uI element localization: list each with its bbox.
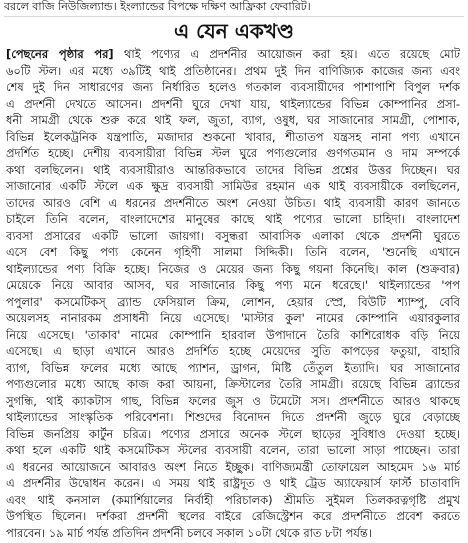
article-line: বিভিন্ন জনপ্রিয় কার্টুন চরিত্র। পণ্যের প্রসারে অনেক স্টলে ছাড়ের সুবিধাও দেওয়া হচ্ছে। (6, 426, 460, 441)
article-line: এসে বেশ কিছু পণ্য কেনেন গৃহিণী সালমা সিদ্দিকী। তিনি বলেন, 'শুনেছি এখানে (6, 245, 460, 259)
article-body (6, 46, 460, 541)
article-line: এসেছে। এ ছাড়া এখানে আরও প্রদর্শিত হচ্ছে মেয়েদের সুতি কাপড়ের ফতুয়া, বাহারি (6, 344, 460, 358)
article-line: পণ্যগুলোর মধ্যে আছে কাজ করা আয়না, ক্রিস্টালের তৈরি সামগ্রী। রয়েছে বিভিন্ন ব্র্যান্ডের (6, 377, 460, 391)
article-line: অয়েলসহ নানারকম প্রসাধনী নিয়ে এসেছে। 'মাস্টার কুল' নামের কোম্পানি এয়ারকুলার (6, 311, 460, 325)
article-line: থাইল্যান্ডের সাংস্কৃতিক পরিবেশনা। শিশুদের বিনোদন দিতে প্রদর্শনী জুড়ে ঘুরে বেড়াচ্ছে (6, 410, 460, 424)
article-headline: এ যেন একখণ্ড (173, 19, 294, 43)
previous-column-text: বরলে বাজি নিউজিল্যান্ড। ইংল্যান্ডের বিপক্ষে দক্ষিণ আফ্রিকা ফেবারিট। (4, 0, 464, 17)
article-line: প্রদর্শিত হচ্ছে। দেশীয় ব্যবসায়ীরা বিভিন্ন স্টল ঘুরে পণ্যগুলোর গুণগতমান ও দাম সম্পর্কে (6, 146, 460, 160)
article-line: এবং থাই কনসাল (কমার্শিয়ালের নির্বাহী পরিচালক) শ্রীমতি সুইমল তিলকরত্নগৃষ্টি প্রমুখ (6, 492, 460, 507)
article-lead-tag: [পেছনের পৃষ্ঠার পর] (6, 47, 114, 61)
article-line: এ প্রদর্শনীর উদ্বোধন করেন। এ সময় থাই রাষ্ট্রদূত ও থাই ট্রেড অ্যাফেয়ার্স ফার্স্ট চাতাবাদি (6, 476, 460, 490)
article-line: থাইল্যান্ডের পণ্য বিক্রি হচ্ছে। নিজের ও মেয়ের জন্য কিছু গয়না কিনেছি। কাল (শুক্রবার) (6, 261, 460, 276)
article-line: উপস্থিত ছিলেন। দর্শকরা প্রদর্শনী স্থলের বাইরে রেজিস্ট্রেশন করে প্রদর্শনীতে প্রবেশ করতে (6, 509, 460, 523)
article-line: মেয়েকে নিয়ে আবার আসব, ঘর সাজানোর কিছু পণ্য মনে ধরেছে।' থাইল্যান্ডের 'পপ (6, 278, 460, 292)
article-line: ৬০টি স্টল। এর মধ্যে ৩৯টিই থাই প্রতিষ্ঠানের। প্রথম দুই দিন বাণিজ্যিক কাজের জন্য এবং (6, 63, 460, 78)
article-line: কথা বলছিলেন। থাই ব্যবসায়ীরাও আন্তরিকভাবে তাদের বিভিন্ন প্রশ্নের উত্তর দিচ্ছেন। ঘর (6, 162, 460, 177)
article-line: সাজানোর একটি স্টলে এক ক্ষুদ্র ব্যবসায়ী সামিউর রহমান এক থাই ব্যবসায়ীকে বলছিলেন, (6, 179, 460, 193)
article-line: এ ধরনের আয়োজনে আবারও অংশ নিতে ইচ্ছুক। বাণিজ্যমন্ত্রী তোফায়েল আহমেদ ১৬ মার্চ (6, 459, 460, 474)
article-line: নিয়ে এসেছে। 'তাকাব' নামের কোম্পানি হারবাল উপাদানে তৈরি কাশিরোধক বড়ি নিয়ে (6, 327, 460, 342)
article-line: এ প্রদর্শনী দেখতে আসেন। প্রদর্শনী ঘুরে দেখা যায়, থাইল্যান্ডের বিভিন্ন কোম্পানির প্রসা- (6, 96, 460, 111)
article-line: ধনী সামগ্রী থেকে শুরু করে থাই ফল, জুতা, ব্যাগ, ওষুধ, ঘর সাজানোর সামগ্রী, পোশাক, (6, 113, 460, 127)
article-line: শেষ দুই দিন সাধারণের জন্য নির্ধারিত হলেও গতকাল ব্যবসায়ীদের পাশাপাশি বিপুল দর্শক (6, 80, 460, 94)
article-line: ব্যবসা প্রসারের একটি ভালো জায়গা। বসুন্ধরা আবাসিক এলাকা থেকে প্রদর্শনী ঘুরতে (6, 228, 460, 243)
article-line (6, 46, 460, 63)
article-line: চাইলে তিনি বলেন, বাংলাদেশের মানুষের কাছে থাই পণ্যের ভালো চাহিদা। বাংলাদেশ (6, 212, 460, 226)
article-line: ব্যাগ, বিভিন্ন ফলের মধ্যে আছে প্যাশন, ড্রাগন, মিষ্টি তেঁতুল ইত্যাদি। ঘর সাজানোর (6, 360, 460, 375)
article-line-text: থাই পণ্যের এ প্রদর্শনীর আয়োজন করা হয়। এতে রয়েছে মোট (113, 47, 460, 61)
article-line: সুগন্ধি, থাই ক্যাকটাস গাছ, বিভিন্ন ফলের জুস ও টমেটো সস। প্রদর্শনীতে আরও থাকছে (6, 393, 460, 408)
article-line: বিভিন্ন ইলেকট্রনিক যন্ত্রপাতি, মজাদার শুকনো খাবার, শীতাতপ যন্ত্রসহ নানা পণ্য এখানে (6, 129, 460, 144)
article-line: তাদের আরও বেশি এ ধরনের প্রদর্শনীতে অংশ নেওয়া উচিত। থাই ব্যবসায়ী কারণ জানতে (6, 195, 460, 210)
article-line: পপুলার' কসমেটিকস্ ব্র্যান্ড ফেসিয়াল ক্রিম, লোশন, হেয়ার স্প্রে, বিউটি শ্যাম্পু, বেবি (6, 294, 460, 309)
article-line: পারবেন। ১৯ মার্চ পর্যন্ত প্রতিদিন প্রদর্শনী চলবে সকাল ১০টা থেকে রাত ৮টা পর্যন্ত। (6, 525, 372, 540)
article-line: কথা হলে একটি থাই কসমেটিকস স্টলের ব্যবসায়ী বলেন, তারা ভালো সাড়া পাচ্ছেন। তারা (6, 443, 460, 457)
